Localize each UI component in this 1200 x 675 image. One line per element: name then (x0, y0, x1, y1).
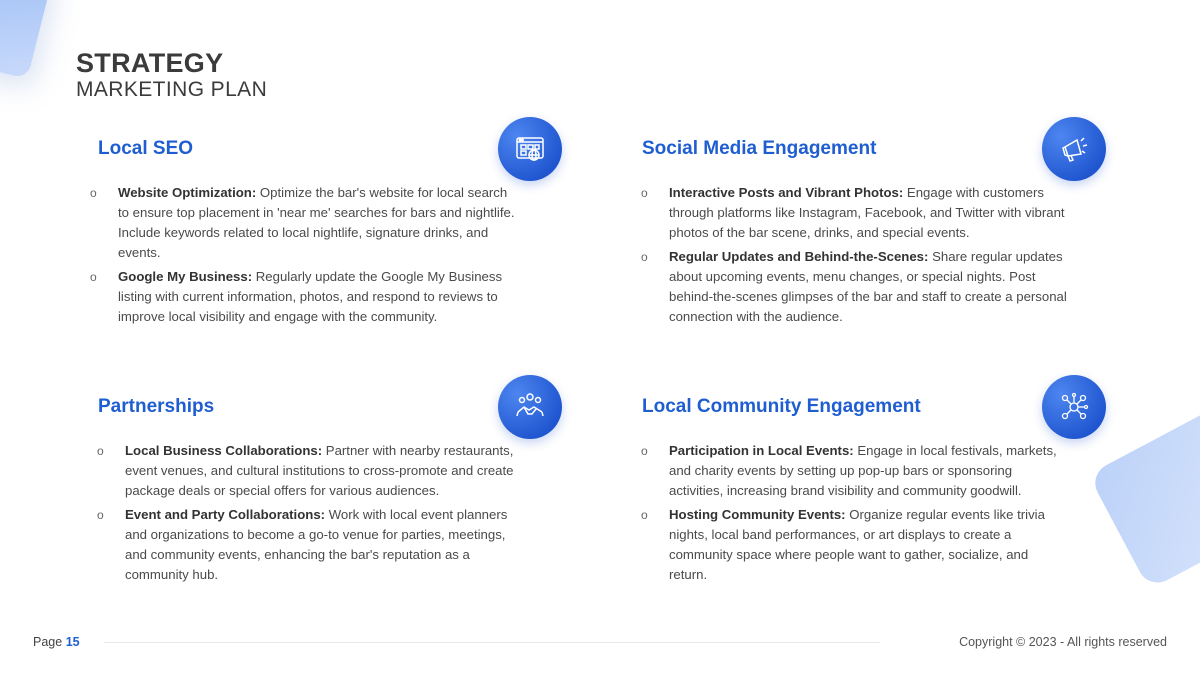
item-text: Engage with customers through platforms like Instagram, Facebook, and Twitter with vibrant photos of the bar scene, drinks, and special events. (669, 185, 1065, 240)
page-indicator (33, 635, 80, 649)
bullet-marker: o (641, 250, 648, 264)
bullet-list (641, 183, 1074, 331)
bullet-marker: o (641, 508, 648, 522)
list-item (97, 505, 525, 585)
item-heading: Participation in Local Events: (669, 443, 854, 458)
slide-title: STRATEGY (76, 48, 224, 78)
item-heading: Google My Business: (118, 269, 253, 284)
bullet-marker: o (97, 508, 104, 522)
item-heading: Website Optimization: (118, 185, 257, 200)
bullet-marker: o (97, 444, 104, 458)
item-heading: Interactive Posts and Vibrant Photos: (669, 185, 904, 200)
list-item (641, 247, 1074, 327)
bullet-list (97, 441, 525, 589)
page-number: 15 (65, 635, 80, 649)
section-title: Partnerships (98, 396, 215, 417)
item-heading: Event and Party Collaborations: (125, 507, 326, 522)
list-item (641, 505, 1069, 585)
copyright-text: Copyright © 2023 - All rights reserved (959, 635, 1167, 649)
list-item (97, 441, 525, 501)
bullet-list (641, 441, 1069, 589)
item-heading: Local Business Collaborations: (125, 443, 323, 458)
megaphone-icon (1042, 117, 1106, 181)
bullet-marker: o (90, 186, 97, 200)
page-label: Page (33, 635, 63, 649)
list-item (641, 183, 1074, 243)
bullet-marker: o (90, 270, 97, 284)
item-heading: Hosting Community Events: (669, 507, 846, 522)
bullet-marker: o (641, 186, 648, 200)
item-text: Optimize the bar's website for local search to ensure top placement in 'near me' searches for bars and nightlife. Include keywords related to local nightlife, signature drinks, and events. (118, 185, 515, 260)
item-text: Share regular updates about upcoming events, menu changes, or special nights. Post behind-the-scenes glimpses of the bar and staff to create a personal connection with the audience. (669, 249, 1067, 324)
bullet-marker: o (641, 444, 648, 458)
decorative-shape-top-left (0, 0, 54, 79)
network-people-icon (1042, 375, 1106, 439)
item-text: Organize regular events like trivia nights, local band performances, or art displays to create a community space where people want to gather, socialize, and return. (669, 507, 1045, 582)
item-text: Partner with nearby restaurants, event venues, and cultural institutions to cross-promote and create package deals or special offers for various audiences. (125, 443, 514, 498)
item-heading: Regular Updates and Behind-the-Scenes: (669, 249, 929, 264)
section-title: Local SEO (98, 138, 194, 159)
footer-divider (104, 642, 880, 643)
section-title: Social Media Engagement (642, 138, 877, 159)
list-item (641, 441, 1069, 501)
slide-subtitle: MARKETING PLAN (76, 78, 268, 101)
item-text: Engage in local festivals, markets, and charity events by setting up pop-up bars or sponsoring activities, increasing brand visibility and community goodwill. (669, 443, 1057, 498)
list-item (90, 267, 518, 327)
web-grid-icon (498, 117, 562, 181)
decorative-shape-bottom-right (1088, 404, 1200, 589)
bullet-list (90, 183, 518, 331)
item-text: Work with local event planners and organizations to become a go-to venue for parties, meetings, and community events, enhancing the bar's reputation as a community hub. (125, 507, 508, 582)
handshake-icon (498, 375, 562, 439)
slide-header (76, 48, 267, 102)
item-text: Regularly update the Google My Business listing with current information, photos, and respond to reviews to improve local visibility and engage with the community. (118, 269, 503, 324)
list-item (90, 183, 518, 263)
section-title: Local Community Engagement (642, 396, 921, 417)
